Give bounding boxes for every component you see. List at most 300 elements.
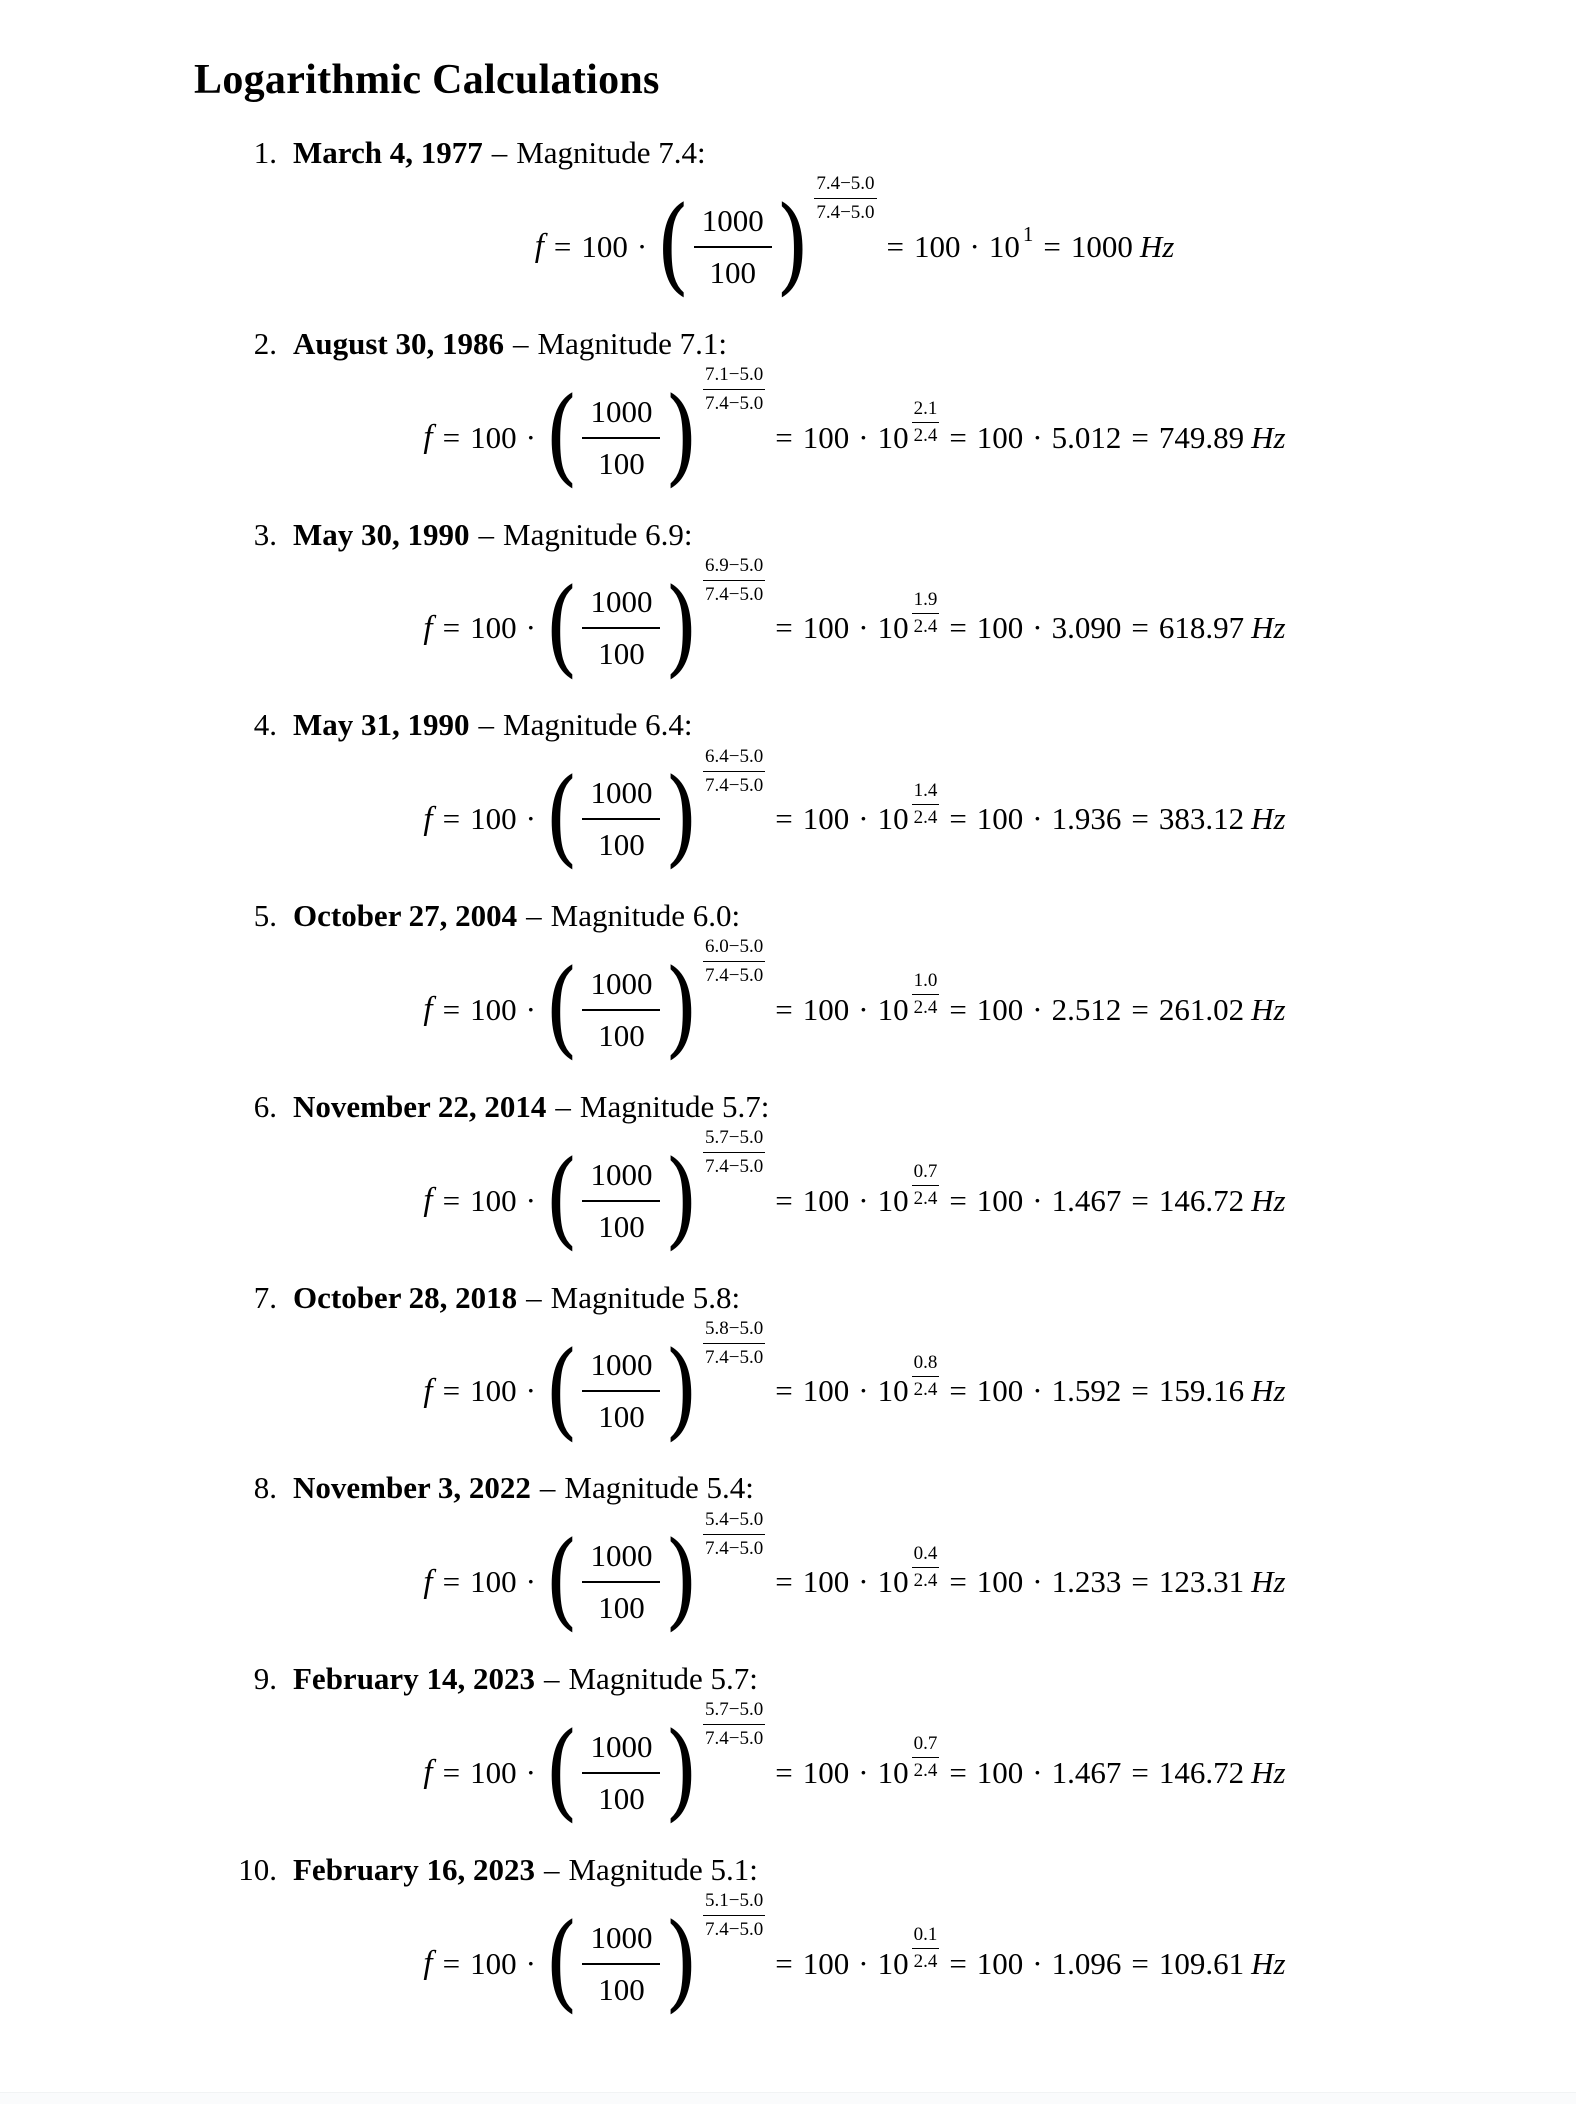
coefficient: 100 — [802, 419, 850, 455]
equals-sign: = — [949, 1754, 967, 1790]
base-ten: 10 — [877, 1373, 909, 1409]
fraction-denominator: 100 — [694, 246, 772, 291]
equation — [213, 1317, 1496, 1455]
item-magnitude: Magnitude 6.0: — [550, 898, 741, 933]
power-exponent — [912, 589, 940, 638]
multiply-dot-icon: · — [858, 801, 869, 836]
fraction-numerator: 1000 — [590, 584, 653, 620]
item-header — [213, 1851, 1576, 1890]
factor-segment — [939, 420, 1121, 456]
multiply-dot-icon: · — [858, 1182, 869, 1218]
power-exponent — [912, 1352, 940, 1401]
exponent-numerator: 5.8−5.0 — [705, 1317, 764, 1339]
multiply-dot-icon: · — [1032, 991, 1043, 1027]
unit-label: Hz — [1251, 1182, 1286, 1218]
power-exponent-numerator: 1.4 — [913, 779, 938, 801]
equals-sign: = — [775, 1945, 793, 1981]
item-date: August 30, 1986 — [293, 325, 505, 361]
factor-segment — [939, 1373, 1121, 1409]
exponent-denominator: 7.4−5.0 — [703, 961, 765, 987]
item-date: March 4, 1977 — [293, 135, 483, 170]
item-date: October 27, 2004 — [293, 898, 518, 933]
result-segment — [1121, 1755, 1285, 1791]
equals-sign: = — [775, 801, 793, 836]
coefficient: 100 — [976, 419, 1024, 455]
list-item — [213, 1851, 1576, 2028]
power-exponent-denominator: 2.4 — [912, 994, 940, 1019]
equals-sign: = — [1131, 1945, 1149, 1981]
fraction-numerator: 1000 — [590, 393, 653, 429]
close-paren-icon: ) — [775, 184, 810, 307]
base-ten: 10 — [877, 1182, 909, 1218]
fraction-denominator: 100 — [582, 1390, 660, 1435]
factor-value: 1.233 — [1051, 1564, 1122, 1599]
equals-sign: = — [949, 1945, 967, 1981]
item-date: November 22, 2014 — [293, 1088, 547, 1124]
exponent-denominator: 7.4−5.0 — [703, 1343, 765, 1369]
multiply-dot-icon: · — [1032, 419, 1043, 455]
fraction-denominator: 100 — [582, 437, 660, 482]
open-paren-icon: ( — [544, 1138, 579, 1261]
close-paren-icon: ) — [664, 1520, 699, 1643]
f-symbol: f — [423, 1182, 433, 1218]
coefficient: 100 — [802, 1564, 850, 1599]
item-magnitude: Magnitude 7.4: — [516, 135, 706, 170]
equals-sign: = — [442, 991, 461, 1027]
multiply-dot-icon: · — [525, 1754, 536, 1790]
item-header — [213, 706, 1576, 745]
factor-value: 3.090 — [1051, 610, 1122, 646]
multiply-dot-icon: · — [858, 991, 869, 1027]
power-of-ten — [877, 1733, 940, 1797]
power-of-ten — [877, 1351, 940, 1416]
multiply-dot-icon: · — [858, 419, 869, 455]
item-number: 10. — [238, 1851, 277, 1887]
item-title — [293, 325, 727, 364]
multiply-dot-icon: · — [1032, 1945, 1043, 1981]
coefficient: 100 — [470, 1945, 517, 1981]
base-fraction — [582, 775, 660, 863]
item-number: 8. — [253, 1470, 277, 1506]
equals-sign: = — [949, 1564, 967, 1599]
unit-label: Hz — [1251, 1564, 1286, 1599]
multiply-dot-icon: · — [1032, 1564, 1043, 1599]
power-of-ten — [988, 221, 1034, 265]
close-paren-icon: ) — [664, 566, 699, 689]
equals-sign: = — [949, 419, 967, 455]
list-item — [213, 706, 1576, 883]
result-segment — [1121, 1183, 1285, 1219]
power-exponent — [912, 970, 940, 1019]
coefficient: 100 — [976, 801, 1024, 836]
equals-sign: = — [442, 1564, 461, 1599]
factor-segment — [939, 1183, 1121, 1219]
equation — [213, 173, 1496, 311]
exponent-denominator: 7.4−5.0 — [703, 389, 765, 415]
page-bottom-edge — [0, 2092, 1576, 2104]
exponent-fraction — [703, 1318, 765, 1369]
open-paren-icon: ( — [544, 566, 579, 689]
coefficient: 100 — [470, 1373, 517, 1409]
coefficient: 100 — [976, 1373, 1024, 1409]
unit-label: Hz — [1139, 228, 1175, 264]
power-exponent — [912, 1161, 940, 1210]
result-segment — [1121, 1373, 1285, 1409]
base-ten: 10 — [877, 1945, 909, 1981]
result-value: 146.72 — [1158, 1182, 1245, 1218]
base-fraction — [582, 394, 660, 482]
base-ten: 10 — [988, 228, 1020, 264]
coefficient: 100 — [802, 1373, 850, 1409]
equals-sign: = — [1131, 1754, 1149, 1790]
item-title — [293, 1851, 758, 1890]
result-value: 618.97 — [1158, 610, 1245, 646]
power-exponent-denominator: 2.4 — [912, 804, 940, 829]
result-value: 159.16 — [1158, 1373, 1245, 1409]
result-value: 383.12 — [1158, 801, 1245, 836]
f-symbol: f — [423, 419, 433, 455]
open-paren-icon: ( — [544, 947, 579, 1070]
power-exponent — [912, 1543, 940, 1592]
exponent-denominator: 7.4−5.0 — [703, 1724, 765, 1750]
item-header — [213, 1660, 1576, 1699]
item-header — [213, 897, 1576, 936]
result-value: 146.72 — [1158, 1754, 1245, 1790]
unit-label: Hz — [1251, 1754, 1286, 1790]
open-paren-icon: ( — [544, 1520, 579, 1643]
item-header — [213, 516, 1576, 555]
factor-value: 5.012 — [1051, 419, 1122, 455]
exponent-fraction — [703, 555, 765, 606]
result-value: 1000 — [1070, 228, 1133, 264]
power-exponent-denominator: 2.4 — [912, 1376, 940, 1401]
item-number: 5. — [253, 898, 277, 933]
item-number: 6. — [253, 1088, 277, 1124]
result-value: 123.31 — [1158, 1564, 1245, 1599]
exponent-denominator: 7.4−5.0 — [703, 1915, 765, 1941]
fraction-denominator: 100 — [582, 627, 660, 672]
fraction-denominator: 100 — [582, 1963, 660, 2008]
unit-label: Hz — [1251, 1373, 1286, 1409]
item-separator: – — [478, 516, 495, 552]
coefficient: 100 — [802, 991, 850, 1027]
fraction-numerator: 1000 — [590, 1538, 653, 1573]
multiply-dot-icon: · — [636, 228, 648, 264]
power-exponent-numerator: 2.1 — [913, 398, 938, 420]
equals-sign: = — [949, 1373, 967, 1409]
coefficient: 100 — [470, 1564, 517, 1599]
list-item — [213, 1469, 1576, 1646]
exponent-numerator: 5.1−5.0 — [705, 1890, 764, 1912]
exponent-numerator: 5.4−5.0 — [705, 1508, 764, 1530]
coefficient: 100 — [470, 1182, 517, 1218]
item-date: October 28, 2018 — [293, 1279, 518, 1315]
exponent-numerator: 5.7−5.0 — [705, 1699, 764, 1721]
equation — [213, 1699, 1496, 1837]
exponent-fraction — [703, 1127, 765, 1178]
item-date: May 30, 1990 — [293, 516, 470, 552]
exponent-fraction — [703, 1699, 765, 1750]
power-exponent-denominator: 2.4 — [912, 422, 940, 447]
coefficient: 100 — [976, 1945, 1024, 1981]
power-exponent-numerator: 0.8 — [913, 1351, 938, 1373]
power-of-ten — [877, 398, 940, 462]
power-exponent — [1023, 222, 1034, 246]
list-item — [213, 325, 1576, 502]
equals-sign: = — [775, 1373, 793, 1409]
equals-sign: = — [775, 1182, 793, 1218]
exponent-numerator: 7.1−5.0 — [705, 364, 764, 386]
power-exponent — [912, 1733, 940, 1782]
multiply-dot-icon: · — [525, 801, 536, 836]
open-paren-icon: ( — [544, 1329, 579, 1452]
power-exponent-denominator: 2.4 — [912, 1185, 940, 1210]
factor-value: 1.936 — [1051, 801, 1122, 836]
unit-label: Hz — [1251, 610, 1286, 646]
exponent-fraction — [703, 364, 765, 415]
multiply-dot-icon: · — [1032, 801, 1043, 836]
equation — [213, 936, 1496, 1074]
equals-sign: = — [949, 1182, 967, 1218]
factor-value: 2.512 — [1051, 991, 1122, 1027]
multiply-dot-icon: · — [1032, 1373, 1043, 1409]
item-separator: – — [539, 1470, 556, 1506]
equals-sign: = — [442, 419, 461, 455]
equals-sign: = — [1043, 228, 1061, 264]
base-ten: 10 — [877, 1564, 909, 1599]
base-ten: 10 — [877, 801, 909, 836]
list-item — [213, 1279, 1576, 1456]
item-header — [213, 1279, 1576, 1318]
item-title — [293, 1469, 754, 1508]
item-separator: – — [543, 1661, 560, 1696]
exponent-numerator: 5.7−5.0 — [705, 1127, 764, 1149]
fraction-numerator: 1000 — [701, 202, 764, 238]
item-title — [293, 1660, 758, 1699]
item-header — [213, 325, 1576, 364]
coefficient: 100 — [470, 1754, 517, 1790]
multiply-dot-icon: · — [1032, 610, 1043, 646]
exponent-denominator: 7.4−5.0 — [703, 580, 765, 606]
multiply-dot-icon: · — [525, 610, 536, 646]
equals-sign: = — [1131, 1182, 1149, 1218]
result-segment — [1033, 229, 1174, 265]
fraction-denominator: 100 — [582, 818, 660, 863]
fraction-numerator: 1000 — [590, 1728, 653, 1764]
close-paren-icon: ) — [664, 947, 699, 1070]
item-date: May 31, 1990 — [293, 707, 470, 743]
factor-value: 1.467 — [1051, 1182, 1122, 1218]
factor-value: 1.096 — [1051, 1945, 1122, 1981]
equation — [213, 1890, 1496, 2028]
f-symbol: f — [423, 1372, 433, 1409]
fraction-denominator: 100 — [582, 1200, 660, 1245]
unit-label: Hz — [1251, 419, 1286, 455]
unit-label: Hz — [1251, 991, 1286, 1027]
coefficient: 100 — [470, 801, 517, 836]
exponent-denominator: 7.4−5.0 — [703, 1152, 765, 1178]
f-symbol: f — [423, 800, 433, 837]
factor-segment — [939, 1755, 1121, 1791]
factor-segment — [939, 1946, 1121, 1982]
equation — [213, 364, 1496, 502]
multiply-dot-icon: · — [1032, 1754, 1043, 1790]
coefficient: 100 — [976, 610, 1024, 646]
power-of-ten — [877, 1161, 940, 1225]
fraction-denominator: 100 — [582, 1772, 660, 1817]
equation — [213, 554, 1496, 692]
item-title — [293, 706, 692, 745]
item-title — [293, 516, 692, 555]
fraction-denominator: 100 — [582, 1581, 660, 1626]
equals-sign: = — [775, 1754, 793, 1790]
power-of-ten — [877, 779, 940, 844]
close-paren-icon: ) — [664, 1138, 699, 1261]
power-exponent — [912, 398, 940, 447]
result-value: 749.89 — [1158, 419, 1245, 455]
power-of-ten — [877, 970, 940, 1034]
coefficient: 100 — [914, 228, 961, 264]
list-item — [213, 897, 1576, 1074]
item-title — [293, 1279, 740, 1318]
result-segment — [1121, 801, 1285, 837]
power-exponent-numerator: 0.1 — [913, 1924, 938, 1946]
power-exponent-numerator: 1 — [1022, 221, 1034, 246]
equals-sign: = — [949, 610, 967, 646]
multiply-dot-icon: · — [858, 1564, 869, 1599]
power-of-ten — [877, 1924, 940, 1988]
factor-segment — [939, 1564, 1121, 1600]
equals-sign: = — [775, 1564, 793, 1599]
list-item — [213, 1088, 1576, 1265]
multiply-dot-icon: · — [525, 991, 536, 1027]
coefficient: 100 — [470, 419, 517, 455]
base-fraction — [582, 1347, 660, 1435]
equals-sign: = — [775, 419, 793, 455]
fraction-numerator: 1000 — [590, 965, 653, 1001]
equals-sign: = — [1131, 801, 1149, 836]
coefficient: 100 — [976, 1564, 1024, 1599]
close-paren-icon: ) — [664, 1329, 699, 1452]
result-value: 109.61 — [1158, 1945, 1245, 1981]
unit-label: Hz — [1251, 801, 1286, 836]
item-number: 7. — [253, 1279, 277, 1315]
base-fraction — [582, 1920, 660, 2008]
equation — [213, 1127, 1496, 1265]
exponent-numerator: 6.0−5.0 — [705, 936, 764, 958]
equals-sign: = — [1131, 419, 1149, 455]
power-exponent-numerator: 1.9 — [913, 588, 938, 610]
power-exponent-numerator: 0.7 — [913, 1161, 938, 1183]
item-header — [213, 1469, 1576, 1508]
item-title — [293, 1088, 769, 1127]
close-paren-icon: ) — [664, 757, 699, 880]
item-magnitude: Magnitude 5.7: — [579, 1088, 770, 1124]
fraction-numerator: 1000 — [590, 1347, 653, 1383]
item-separator: – — [513, 325, 529, 361]
equals-sign: = — [442, 1945, 461, 1981]
coefficient: 100 — [470, 991, 517, 1027]
equals-sign: = — [442, 1182, 461, 1218]
coefficient: 100 — [802, 1182, 850, 1218]
power-of-ten — [877, 1542, 940, 1607]
close-paren-icon: ) — [664, 1901, 699, 2024]
multiply-dot-icon: · — [525, 1945, 536, 1981]
multiply-dot-icon: · — [525, 1564, 536, 1599]
document-page — [0, 56, 1576, 2028]
fraction-numerator: 1000 — [590, 775, 653, 810]
equals-sign: = — [1131, 991, 1149, 1027]
multiply-dot-icon: · — [525, 1373, 536, 1409]
result-segment — [1121, 420, 1285, 456]
base-ten: 10 — [877, 419, 909, 455]
exponent-numerator: 6.9−5.0 — [705, 554, 764, 576]
close-paren-icon: ) — [664, 375, 699, 498]
list-item — [213, 1660, 1576, 1837]
base-ten: 10 — [877, 1754, 909, 1790]
coefficient: 100 — [802, 1945, 850, 1981]
item-title — [293, 897, 740, 936]
open-paren-icon: ( — [544, 1901, 579, 2024]
item-separator: – — [526, 1279, 542, 1315]
factor-segment — [939, 992, 1121, 1028]
coefficient: 100 — [976, 991, 1024, 1027]
multiply-dot-icon: · — [858, 1373, 869, 1409]
item-title — [293, 134, 706, 173]
fraction-numerator: 1000 — [590, 1919, 653, 1955]
fraction-denominator: 100 — [582, 1009, 660, 1054]
exponent-numerator: 7.4−5.0 — [816, 173, 875, 195]
item-magnitude: Magnitude 5.4: — [564, 1470, 754, 1506]
equals-sign: = — [775, 991, 793, 1027]
exponent-fraction — [703, 936, 765, 987]
f-symbol: f — [423, 609, 433, 646]
open-paren-icon: ( — [544, 757, 579, 880]
power-exponent — [912, 780, 940, 829]
item-date: February 16, 2023 — [293, 1851, 535, 1887]
item-separator: – — [478, 707, 495, 743]
power-of-ten — [877, 588, 940, 653]
exponent-denominator: 7.4−5.0 — [703, 771, 765, 797]
open-paren-icon: ( — [656, 184, 690, 307]
equals-sign: = — [949, 991, 967, 1027]
item-number: 1. — [253, 135, 277, 170]
item-magnitude: Magnitude 6.4: — [503, 707, 693, 743]
item-separator: – — [526, 898, 542, 933]
equals-sign: = — [886, 228, 905, 264]
multiply-dot-icon: · — [969, 228, 980, 264]
open-paren-icon: ( — [544, 375, 579, 498]
equals-sign: = — [949, 801, 967, 836]
item-header — [213, 1088, 1576, 1127]
item-date: November 3, 2022 — [293, 1470, 531, 1506]
list-item — [213, 134, 1576, 311]
equals-sign: = — [1131, 1564, 1149, 1599]
equals-sign: = — [1131, 610, 1149, 646]
exponent-numerator: 6.4−5.0 — [705, 745, 764, 767]
item-number: 2. — [253, 325, 277, 361]
exponent-fraction — [703, 746, 765, 797]
factor-segment — [939, 801, 1121, 837]
equals-sign: = — [775, 610, 793, 646]
power-exponent-denominator: 2.4 — [912, 1948, 940, 1973]
fraction-numerator: 1000 — [590, 1156, 653, 1192]
factor-segment — [939, 610, 1121, 646]
coefficient: 100 — [976, 1754, 1024, 1790]
base-ten: 10 — [877, 991, 909, 1027]
power-exponent-denominator: 2.4 — [912, 613, 940, 638]
base-fraction — [582, 966, 660, 1054]
